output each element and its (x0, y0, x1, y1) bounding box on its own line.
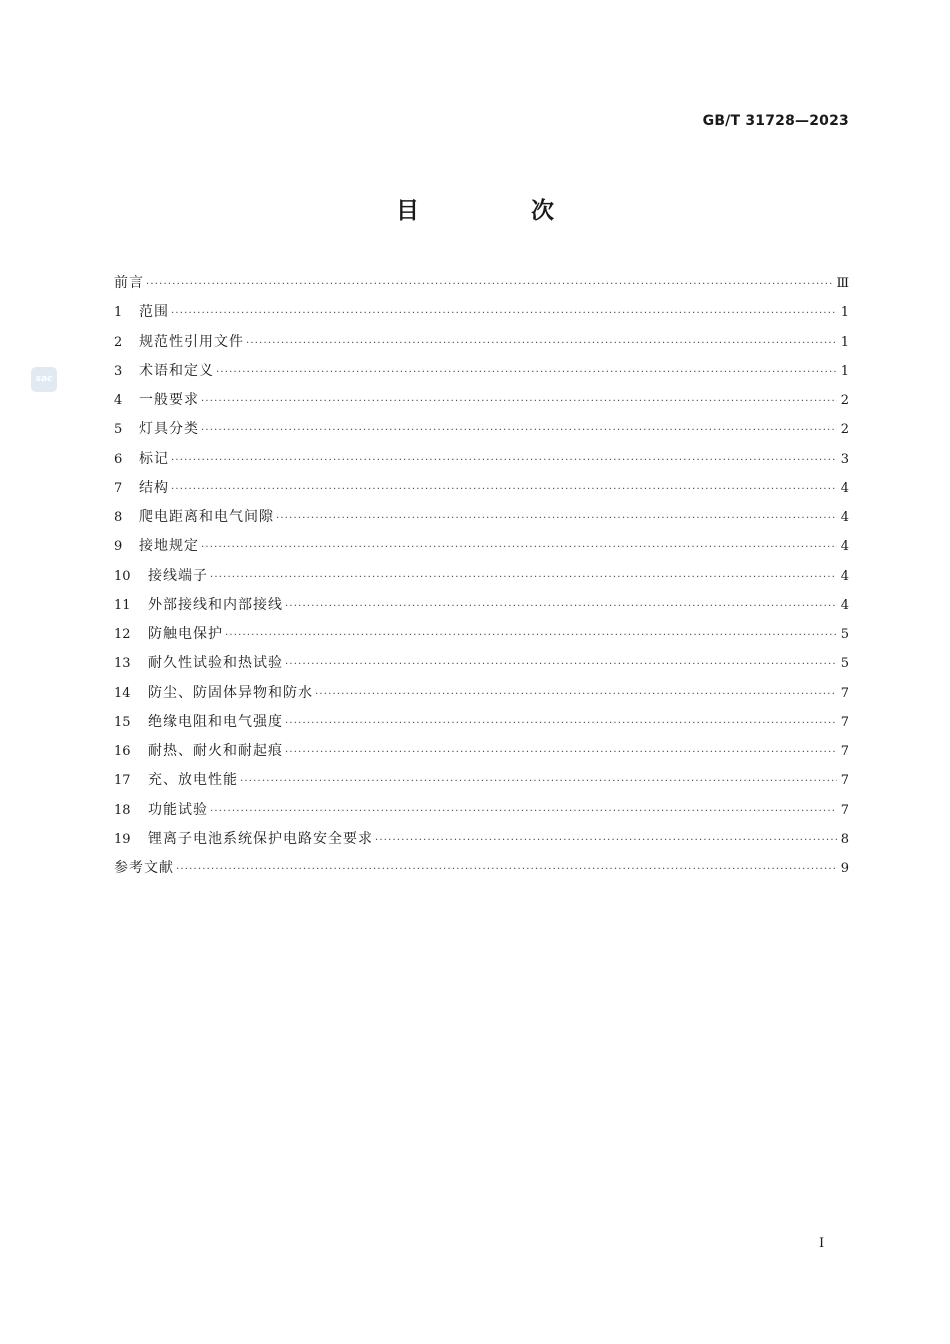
toc-entry-13[interactable] (114, 649, 849, 678)
toc-section-number: 18 (114, 802, 131, 818)
toc-leader-dots (315, 680, 837, 709)
toc-section-number: 13 (114, 656, 131, 672)
toc-entry-title: 前言 (114, 275, 144, 291)
toc-leader-dots (285, 738, 837, 767)
toc-entry-title: 外部接线和内部接线 (148, 596, 283, 613)
toc-entry-17[interactable] (114, 766, 849, 795)
toc-leader-dots (201, 533, 837, 562)
toc-page-number: Ⅲ (836, 276, 849, 291)
toc-page-number: 4 (840, 539, 849, 555)
toc-page-number: 4 (840, 510, 849, 525)
toc-entry-title: 功能试验 (148, 801, 208, 818)
toc-leader-dots (285, 709, 837, 738)
toc-page-number: 2 (840, 393, 849, 408)
toc-leader-dots (375, 826, 837, 855)
toc-page-number: 4 (840, 480, 849, 496)
toc-entry-title: 标记 (139, 450, 169, 467)
toc-section-number: 10 (114, 568, 131, 584)
toc-page-number: 3 (840, 451, 849, 467)
toc-entry-3[interactable] (114, 357, 849, 386)
toc-page-number: 5 (840, 656, 849, 672)
toc-entry-8[interactable] (114, 503, 849, 532)
toc-entry-7[interactable] (114, 474, 849, 503)
toc-section-number: 16 (114, 744, 131, 759)
toc-leader-dots (225, 621, 837, 650)
toc-leader-dots (210, 797, 837, 826)
toc-entry-19[interactable] (114, 825, 849, 854)
toc-leader-dots (146, 270, 834, 299)
toc-leader-dots (216, 358, 837, 387)
toc-section-number: 7 (114, 480, 123, 496)
toc-entry-5[interactable] (114, 415, 849, 444)
table-of-contents (114, 269, 849, 883)
toc-entry-title: 爬电距离和电气间隙 (139, 509, 274, 525)
toc-entry-14[interactable] (114, 679, 849, 708)
toc-entry-title: 结构 (139, 479, 169, 496)
toc-page-number: 7 (840, 744, 849, 759)
toc-page-number: 9 (840, 861, 849, 876)
toc-leader-dots (171, 299, 837, 328)
toc-page-number: 5 (840, 627, 849, 642)
toc-leader-dots (171, 446, 837, 475)
toc-page-number: 1 (840, 305, 849, 321)
toc-leader-dots (276, 504, 837, 533)
toc-entry-10[interactable] (114, 562, 849, 591)
toc-entry-12[interactable] (114, 620, 849, 649)
toc-section-number: 3 (114, 363, 123, 379)
toc-section-number: 9 (114, 539, 123, 555)
toc-leader-dots (240, 767, 837, 796)
toc-page-number: 2 (840, 422, 849, 438)
toc-title: 目 次 (395, 198, 606, 224)
sac-logo-text: sac (35, 374, 53, 384)
toc-page-number: 1 (840, 334, 849, 350)
toc-leader-dots (285, 650, 837, 679)
toc-entry-2[interactable] (114, 328, 849, 357)
toc-entry-title: 接线端子 (148, 567, 208, 584)
toc-entry-title: 绝缘电阻和电气强度 (148, 713, 283, 730)
toc-page-number: 7 (840, 802, 849, 818)
toc-leader-dots (201, 387, 837, 416)
toc-leader-dots (246, 329, 837, 358)
toc-section-number: 1 (114, 305, 123, 321)
toc-entry-11[interactable] (114, 591, 849, 620)
toc-entry-bibliography[interactable] (114, 854, 849, 883)
toc-entry-6[interactable] (114, 445, 849, 474)
toc-section-number: 14 (114, 685, 131, 701)
toc-entry-title: 接地规定 (139, 538, 199, 555)
toc-section-number: 12 (114, 627, 131, 642)
toc-entry-title: 参考文献 (114, 860, 174, 876)
toc-section-number: 11 (114, 597, 131, 613)
toc-section-number: 2 (114, 334, 123, 350)
toc-entry-title: 范围 (139, 304, 169, 321)
toc-leader-dots (171, 475, 837, 504)
toc-entry-title: 一般要求 (139, 392, 199, 408)
toc-entry-16[interactable] (114, 737, 849, 766)
toc-entry-1[interactable] (114, 298, 849, 327)
toc-section-number: 4 (114, 393, 123, 408)
toc-entry-title: 充、放电性能 (148, 772, 238, 789)
toc-entry-title: 锂离子电池系统保护电路安全要求 (148, 830, 373, 847)
toc-page-number: 4 (840, 597, 849, 613)
toc-entry-15[interactable] (114, 708, 849, 737)
toc-entry-title: 防尘、防固体异物和防水 (148, 684, 313, 701)
toc-section-number: 19 (114, 831, 131, 847)
toc-entry-9[interactable] (114, 532, 849, 561)
toc-leader-dots (210, 563, 837, 592)
toc-entry-title: 耐热、耐火和耐起痕 (148, 743, 283, 759)
toc-entry-foreword[interactable] (114, 269, 849, 298)
toc-section-number: 6 (114, 451, 123, 467)
toc-entry-4[interactable] (114, 386, 849, 415)
toc-section-number: 5 (114, 422, 123, 438)
toc-entry-title: 防触电保护 (148, 626, 223, 642)
sac-watermark-logo (31, 367, 57, 392)
toc-section-number: 8 (114, 510, 123, 525)
toc-entry-title: 术语和定义 (139, 362, 214, 379)
toc-leader-dots (176, 855, 837, 884)
toc-entry-title: 灯具分类 (139, 421, 199, 438)
toc-leader-dots (285, 592, 837, 621)
toc-page-number: 4 (840, 568, 849, 584)
page-number: I (819, 1236, 825, 1251)
toc-page-number: 7 (840, 685, 849, 701)
standard-number: GB/T 31728—2023 (702, 113, 849, 129)
toc-section-number: 15 (114, 714, 131, 730)
toc-section-number: 17 (114, 773, 131, 789)
toc-entry-title: 规范性引用文件 (139, 333, 244, 350)
toc-entry-title: 耐久性试验和热试验 (148, 655, 283, 672)
toc-entry-18[interactable] (114, 796, 849, 825)
toc-page-number: 7 (840, 714, 849, 730)
toc-page-number: 1 (840, 363, 849, 379)
toc-leader-dots (201, 416, 837, 445)
toc-page-number: 7 (840, 773, 849, 789)
toc-page-number: 8 (840, 831, 849, 847)
